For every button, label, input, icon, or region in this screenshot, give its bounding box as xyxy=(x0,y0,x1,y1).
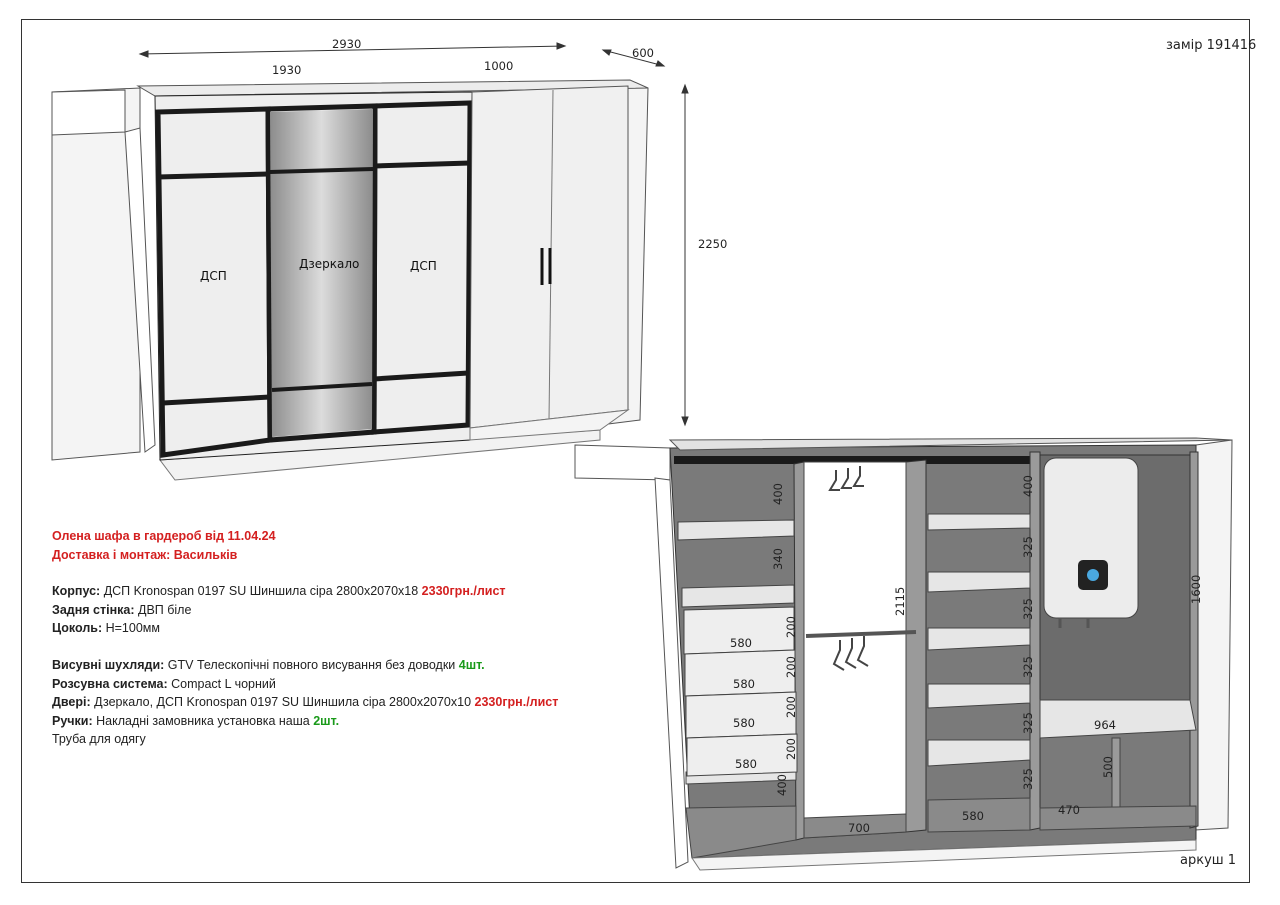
shelf xyxy=(928,514,1030,530)
dim-total-width: 2930 xyxy=(332,37,362,51)
partition-2 xyxy=(906,460,926,832)
spec-doors-value: Дзеркало, ДСП Kronospan 0197 SU Шиншила сіра 2800х2070х10 xyxy=(90,695,475,710)
dim-left-bottom: 400 xyxy=(775,774,789,796)
dim-right-col-1: 400 xyxy=(1021,475,1035,497)
interior-right-wall xyxy=(1195,440,1232,830)
dim-right-width: 1000 xyxy=(484,59,514,73)
spec-sliding xyxy=(52,675,652,694)
dim-hanging-height: 2115 xyxy=(893,586,907,616)
dim-drawer-4-height: 200 xyxy=(784,738,798,760)
dim-drawer-2-width: 580 xyxy=(733,677,755,691)
spec-body-value: ДСП Kronospan 0197 SU Шиншила сіра 2800х2070х18 xyxy=(100,584,422,599)
label-right-door: ДСП xyxy=(410,259,437,273)
dim-left-shelf-2: 340 xyxy=(771,548,785,570)
spec-back-label: Задня стінка: xyxy=(52,602,135,617)
dim-drawer-2-height: 200 xyxy=(784,656,798,678)
spec-drawers-label: Висувні шухляди: xyxy=(52,657,165,672)
spec-handles-label: Ручки: xyxy=(52,713,93,728)
spec-sliding-value: Compact L чорний xyxy=(167,676,276,691)
spec-plinth-label: Цоколь: xyxy=(52,621,103,636)
order-number: замір 191416 xyxy=(1166,38,1257,53)
spec-body-price: 2330грн./лист xyxy=(421,584,506,599)
order-title: Олена шафа в гардероб від 11.04.24 xyxy=(52,529,276,543)
spec-doors-price: 2330грн./лист xyxy=(474,695,559,710)
spec-handles xyxy=(52,712,652,731)
dim-right-col-2: 325 xyxy=(1021,536,1035,558)
spec-doors-label: Двері: xyxy=(52,695,91,710)
hanging-compartment xyxy=(804,462,906,838)
dim-right-col-width: 580 xyxy=(962,809,984,823)
spec-handles-qty: 2шт. xyxy=(313,713,340,728)
delivery-info: Доставка і монтаж: Васильків xyxy=(52,547,238,562)
spec-body xyxy=(52,582,652,601)
partition-4 xyxy=(1190,452,1198,828)
drawer xyxy=(686,692,796,738)
interior-beam xyxy=(575,445,670,480)
dim-drawer-1-width: 580 xyxy=(730,636,752,650)
spec-drawers-value: GTV Телескопічні повного висування без доводки xyxy=(164,657,459,672)
spec-doors xyxy=(52,693,652,712)
dim-drawer-3-width: 580 xyxy=(733,716,755,730)
dim-bottom-box-width: 470 xyxy=(1058,803,1080,817)
dim-drawer-3-height: 200 xyxy=(784,696,798,718)
spec-drawers-qty: 4шт. xyxy=(458,657,485,672)
spec-handles-value: Накладні замовника установка наша xyxy=(92,713,314,728)
shelf xyxy=(928,572,1030,592)
dim-depth: 600 xyxy=(632,46,654,60)
shelf xyxy=(682,585,794,607)
spec-body-label: Корпус: xyxy=(52,584,101,599)
dim-drawer-4-width: 580 xyxy=(735,757,757,771)
sheet-label: аркуш 1 xyxy=(1180,853,1237,868)
dim-hanging-width: 700 xyxy=(848,821,870,835)
dim-drawer-1-height: 200 xyxy=(784,616,798,638)
dim-right-col-3: 325 xyxy=(1021,598,1035,620)
specification-block xyxy=(52,527,652,749)
spec-plinth-value: Н=100мм xyxy=(102,621,160,636)
dim-bottom-box-height: 500 xyxy=(1101,756,1115,778)
dim-right-col-4: 325 xyxy=(1021,656,1035,678)
dim-boiler-shelf-width: 964 xyxy=(1094,718,1116,732)
dim-left-shelf-top: 400 xyxy=(771,483,785,505)
spec-plinth xyxy=(52,619,652,638)
dim-right-col-5: 325 xyxy=(1021,712,1035,734)
water-heater-indicator xyxy=(1087,569,1099,581)
spec-back xyxy=(52,601,652,620)
drawers xyxy=(684,607,797,776)
label-mirror-door: Дзеркало xyxy=(299,257,360,271)
spec-back-value: ДВП біле xyxy=(134,602,192,617)
label-left-door: ДСП xyxy=(200,269,227,283)
water-heater xyxy=(1044,458,1138,618)
dim-left-width: 1930 xyxy=(272,63,302,77)
dim-right-col-6: 325 xyxy=(1021,768,1035,790)
dim-boiler-height: 1600 xyxy=(1189,574,1203,604)
spec-sliding-label: Розсувна система: xyxy=(52,676,168,691)
dim-height: 2250 xyxy=(698,237,728,251)
spec-drawers xyxy=(52,656,652,675)
spec-rail: Труба для одягу xyxy=(52,732,146,747)
shelf xyxy=(678,520,794,540)
